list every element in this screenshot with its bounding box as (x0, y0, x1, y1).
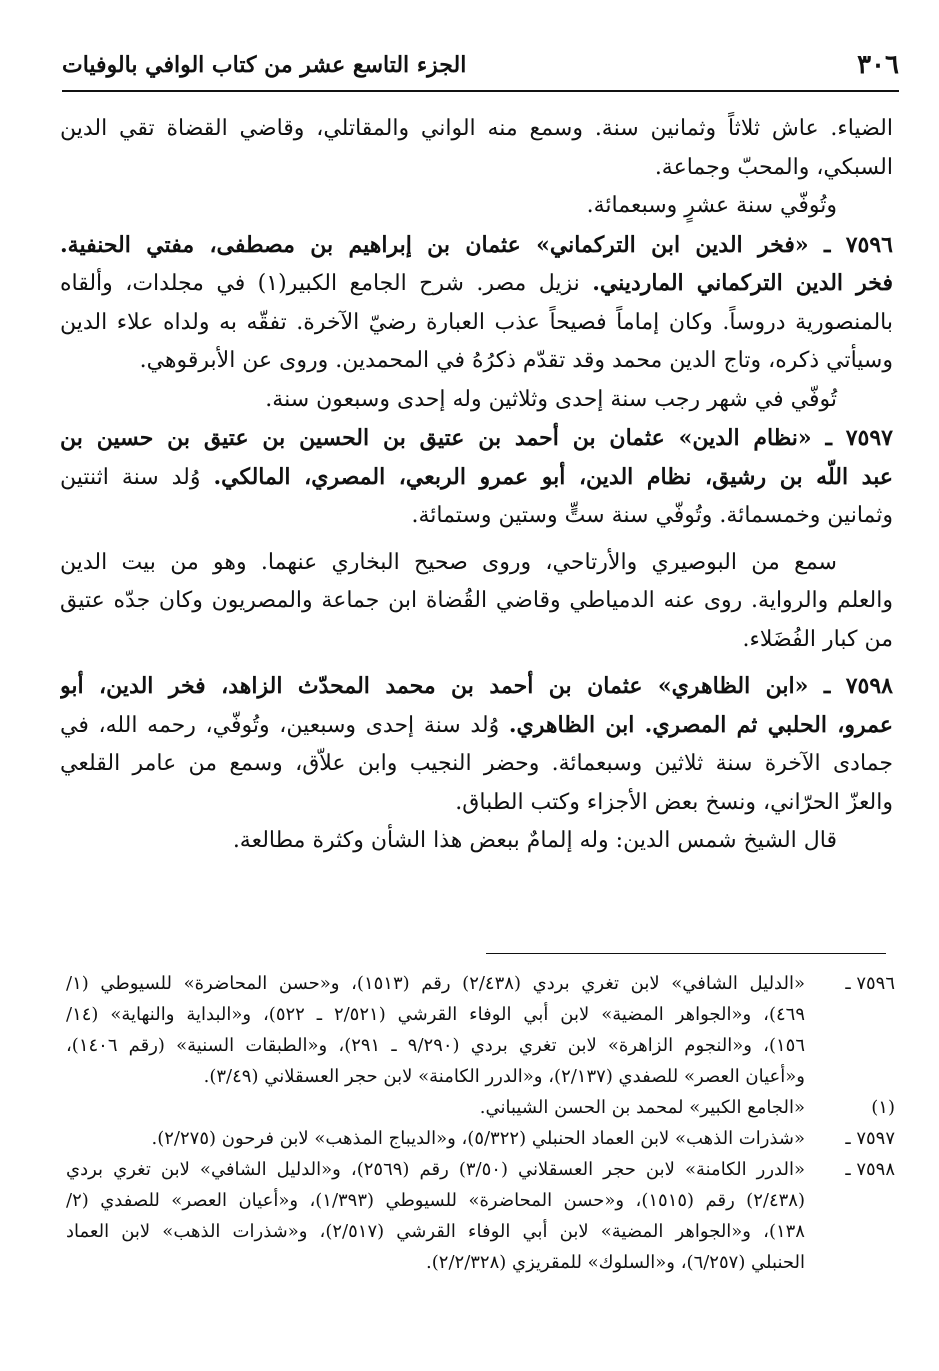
footnote-7597 (66, 1123, 895, 1154)
text-line: وتُوفّي سنة عشرٍ وسبعمائة. (586, 193, 837, 218)
footnote-line: (٢/٤٣٨) رقم (١٥١٥)، و«حسن المحاضرة» للسيوطي (١/٣٩٣)، و«أعيان العصر» للصفدي (٢/ (66, 1190, 805, 1211)
footnote-line: «الدليل الشافي» لابن تغري بردي (٢/٤٣٨) رقم (١٥١٣)، و«حسن المحاضرة» للسيوطي (١/ (66, 973, 805, 994)
entry-heading-line: عبد اللّه بن رشيق، نظام الدين، أبو عمرو الربعي، المصري، المالكي. (213, 463, 893, 490)
footnote-line: ١٥٦)، و«النجوم الزاهرة» لابن تغري بردي (٩/٢٩٠ ـ ٢٩١)، و«الطبقات السنية» (رقم ١٤٠٦)، (66, 1035, 805, 1056)
entry-7597 (60, 419, 893, 659)
text-line (60, 264, 893, 304)
footnote-body (66, 1092, 805, 1123)
entry-7596 (60, 226, 893, 420)
footnote-7598 (66, 1154, 895, 1278)
text-line (60, 706, 893, 746)
entry-7598 (60, 667, 893, 861)
paragraph (60, 110, 893, 187)
footnote-line: ١٣٨)، و«الجواهر المضية» لابن أبي الوفاء القرشي (٢/٥١٧)، و«شذرات الذهب» لابن العماد (66, 1221, 805, 1242)
footnote-label: ٧٥٩٨ ـ (845, 1159, 895, 1180)
entry-heading-line: ٧٥٩٦ ـ «فخر الدين ابن التركماني» عثمان بن إبراهيم بن مصطفى، مفتي الحنفية. (60, 231, 893, 258)
footnote-line: و«أعيان العصر» للصفدي (٢/١٣٧)، و«الدرر الكامنة» لابن حجر العسقلاني (٣/٤٩). (203, 1066, 805, 1087)
footnote-divider (486, 953, 886, 954)
entry-heading-line: فخر الدين التركماني المارديني. (592, 270, 893, 296)
footnote-7596 (66, 968, 895, 1092)
text-line: تُوفّي في شهر رجب سنة إحدى وثلاثين وله إحدى وسبعون سنة. (265, 386, 837, 412)
text-line: والعزّ الحرّاني، ونسخ بعض الأجزاء وكتب الطباق. (455, 789, 893, 815)
footnote-line: الحنبلي (٦/٢٥٧)، و«السلوك» للمقريزي (٢/٢/٣٢٨). (426, 1252, 805, 1273)
text-line: وثمانين وخمسمائة. وتُوفّي سنة ستٍّ وستين وستمائة. (411, 503, 893, 528)
body-text (60, 110, 893, 861)
footnotes (66, 968, 895, 1278)
running-title: الجزء التاسع عشر من كتاب الوافي بالوفيات (62, 52, 467, 78)
footnote-line: «شذرات الذهب» لابن العماد الحنبلي (٥/٣٢٢)، و«الديباج المذهب» لابن فرحون (٢/٢٧٥). (151, 1128, 805, 1149)
text-line (60, 458, 893, 498)
text-line: الضياء. عاش ثلاثاً وثمانين سنة. وسمع منه الواني والمقاتلي، وقاضي القضاة تقي الدين (60, 116, 893, 141)
text-line: والعلم والرواية. روى عنه الدمياطي وقاضي القُضاة ابن جماعة والمصريون وكان جدّه عتيق (60, 588, 893, 613)
footnote-line: «الدرر الكامنة» لابن حجر العسقلاني (٣/٥٠) رقم (٢٥٦٩)، و«الدليل الشافي» لابن تغري بردي (66, 1159, 805, 1180)
text-line: وسيأتي ذكره، وتاج الدين محمد وقد تقدّم ذكرُهُ في المحمدين. وروى عن الأبرقوهي. (139, 348, 893, 373)
footnote-label: ٧٥٩٧ ـ (845, 1128, 895, 1149)
paragraph (60, 187, 893, 226)
footnote-1 (66, 1092, 895, 1123)
footnote-line: «الجامع الكبير» لمحمد بن الحسن الشيباني. (479, 1097, 805, 1118)
footnote-body (66, 968, 805, 1092)
footnote-body (66, 1123, 805, 1154)
text-line: جمادى الآخرة سنة ثلاثين وسبعمائة. وحضر النجيب وابن علاّق، وسمع من عامر القلعي (60, 751, 893, 776)
page-header (62, 44, 899, 92)
text-run: نزيل مصر. شرح الجامع الكبير(١) في مجلدات، وألقاه (60, 271, 580, 296)
text-run: وُلد سنة اثنتين (60, 464, 201, 490)
entry-heading-line: ٧٥٩٨ ـ «ابن الظاهري» عثمان بن أحمد بن محمد المحدّث الزاهد، فخر الدين، أبو (60, 673, 893, 699)
footnote-label: (١) (871, 1097, 895, 1118)
text-run: وُلد سنة إحدى وسبعين، وتُوفّي، رحمه الله، في (60, 712, 500, 738)
footnote-label: ٧٥٩٦ ـ (845, 973, 895, 994)
footnote-body (66, 1154, 805, 1278)
text-line: سمع من البوصيري والأرتاحي، وروى صحيح البخاري عنهما. وهو من بيت الدين (60, 549, 837, 575)
text-line: قال الشيخ شمس الدين: وله إلمامٌ ببعض هذا الشأن وكثرة مطالعة. (232, 828, 837, 853)
text-line: بالمنصورية دروساً. وكان إماماً فصيحاً عذب العبارة رضيّ الآخرة. تفقّه به ولداه علاء الدين (60, 309, 893, 335)
entry-heading-line: عمرو، الحلبي ثم المصري. ابن الظاهري. (508, 711, 893, 738)
entry-heading-line: ٧٥٩٧ ـ «نظام الدين» عثمان بن أحمد بن عتيق بن الحسين بن عتيق بن حسين بن (60, 425, 893, 451)
text-line: من كبار الفُضَلاء. (742, 626, 893, 652)
text-line: السبكي، والمحبّ وجماعة. (654, 154, 893, 180)
page-number: ٣٠٦ (857, 50, 899, 80)
footnote-line: ٤٦٩)، و«الجواهر المضية» لابن أبي الوفاء القرشي (٢/٥٢١ ـ ٥٢٢)، و«البداية والنهاية» (١٤/ (66, 1004, 805, 1025)
